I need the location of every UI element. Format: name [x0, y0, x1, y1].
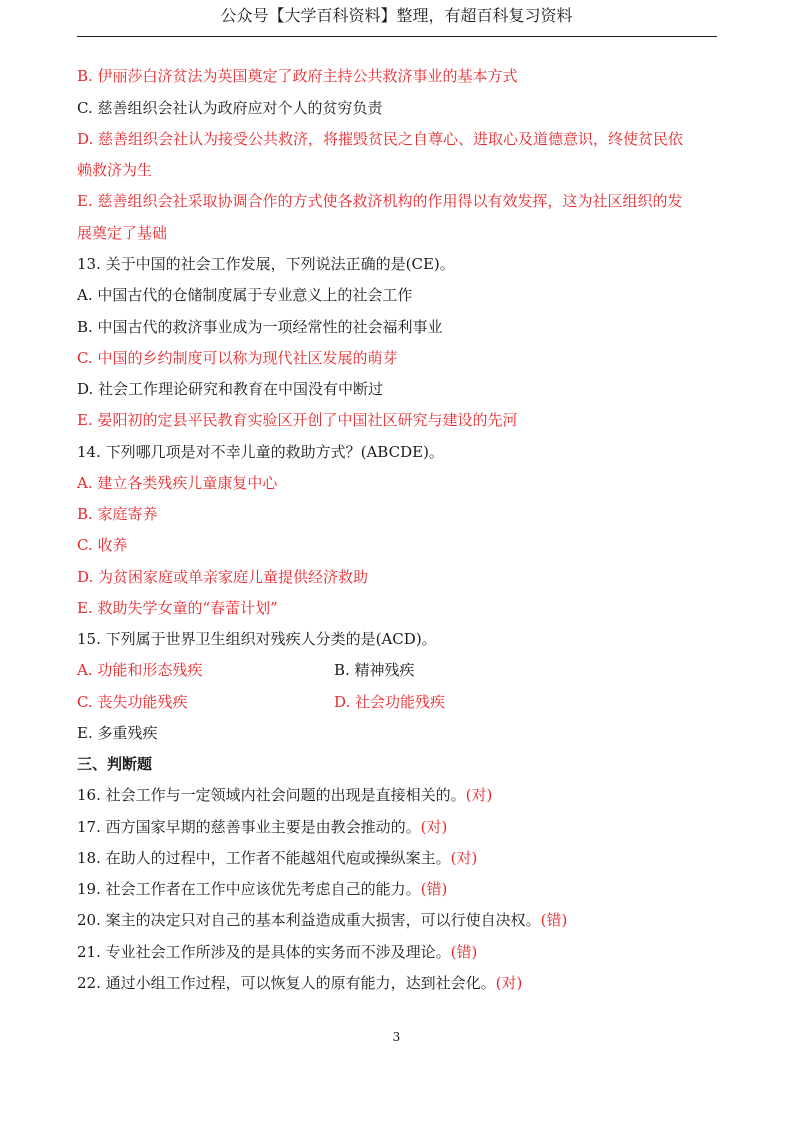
answer-option-line: E. 救助失学女童的“春蕾计划”	[77, 599, 278, 617]
answer-option-line: A. 中国古代的仓储制度属于专业意义上的社会工作	[77, 286, 413, 304]
judgment-item	[77, 908, 567, 932]
answer-option-line: C. 中国的乡约制度可以称为现代社区发展的萌芽	[77, 349, 398, 367]
judgment-item	[77, 877, 447, 901]
judgment-answer: (错)	[450, 943, 478, 961]
judgment-item	[77, 971, 522, 995]
question-13: 13. 关于中国的社会工作发展，下列说法正确的是(CE)。	[77, 255, 455, 273]
answer-option-line: D. 慈善组织会社认为接受公共救济，将摧毁贫民之自尊心、进取心及道德意识，终使贫民依	[77, 130, 684, 148]
judgment-question: 19. 社会工作者在工作中应该优先考虑自己的能力。	[77, 880, 421, 898]
q15-option-row	[77, 690, 717, 714]
q15-option-c: C. 丧失功能残疾	[77, 693, 188, 711]
question-14: 14. 下列哪几项是对不幸儿童的救助方式？(ABCDE)。	[77, 443, 444, 461]
answer-option-line: B. 家庭寄养	[77, 505, 158, 523]
q15-option-d: D. 社会功能残疾	[334, 693, 446, 711]
answer-option-line: B. 伊丽莎白济贫法为英国奠定了政府主持公共救济事业的基本方式	[77, 67, 518, 85]
answer-option-line: 赖救济为生	[77, 161, 153, 179]
judgment-answer: (对)	[465, 786, 493, 804]
judgment-item	[77, 783, 492, 807]
q15-option-b: B. 精神残疾	[334, 661, 415, 679]
judgment-question: 21. 专业社会工作所涉及的是具体的实务而不涉及理论。	[77, 943, 451, 961]
judgment-answer: (对)	[495, 974, 523, 992]
judgment-answer: (错)	[540, 911, 568, 929]
answer-option-line: E. 晏阳初的定县平民教育实验区开创了中国社区研究与建设的先河	[77, 411, 518, 429]
judgment-answer: (对)	[450, 849, 478, 867]
q15-option-row	[77, 658, 717, 682]
answer-option-line: E. 慈善组织会社采取协调合作的方式使各救济机构的作用得以有效发挥，这为社区组织的发	[77, 192, 683, 210]
judgment-item	[77, 815, 447, 839]
answer-option-line: C. 收养	[77, 536, 128, 554]
judgment-question: 16. 社会工作与一定领域内社会问题的出现是直接相关的。	[77, 786, 466, 804]
answer-option-line: D. 为贫困家庭或单亲家庭儿童提供经济救助	[77, 568, 369, 586]
answer-option-line: C. 慈善组织会社认为政府应对个人的贫穷负责	[77, 99, 383, 117]
page-number: 3	[392, 1030, 401, 1044]
answer-option-line: D. 社会工作理论研究和教育在中国没有中断过	[77, 380, 384, 398]
judgment-answer: (错)	[420, 880, 448, 898]
answer-option-line: B. 中国古代的救济事业成为一项经常性的社会福利事业	[77, 318, 443, 336]
judgment-question: 20. 案主的决定只对自己的基本利益造成重大损害，可以行使自决权。	[77, 911, 541, 929]
judgment-question: 17. 西方国家早期的慈善事业主要是由教会推动的。	[77, 818, 421, 836]
judgment-question: 18. 在助人的过程中，工作者不能越俎代庖或操纵案主。	[77, 849, 451, 867]
judgment-answer: (对)	[420, 818, 448, 836]
header-divider	[77, 36, 717, 37]
judgment-question: 22. 通过小组工作过程，可以恢复人的原有能力，达到社会化。	[77, 974, 496, 992]
question-15: 15. 下列属于世界卫生组织对残疾人分类的是(ACD)。	[77, 630, 437, 648]
answer-option-line: A. 建立各类残疾儿童康复中心	[77, 474, 278, 492]
judgment-item	[77, 940, 477, 964]
q15-option-e: E. 多重残疾	[77, 724, 158, 742]
section-title: 三、判断题	[77, 755, 153, 773]
page-header: 公众号【大学百科资料】整理，有超百科复习资料	[220, 6, 573, 25]
judgment-item	[77, 846, 477, 870]
answer-option-line: 展奠定了基础	[77, 224, 168, 242]
q15-option-a: A. 功能和形态残疾	[77, 661, 203, 679]
